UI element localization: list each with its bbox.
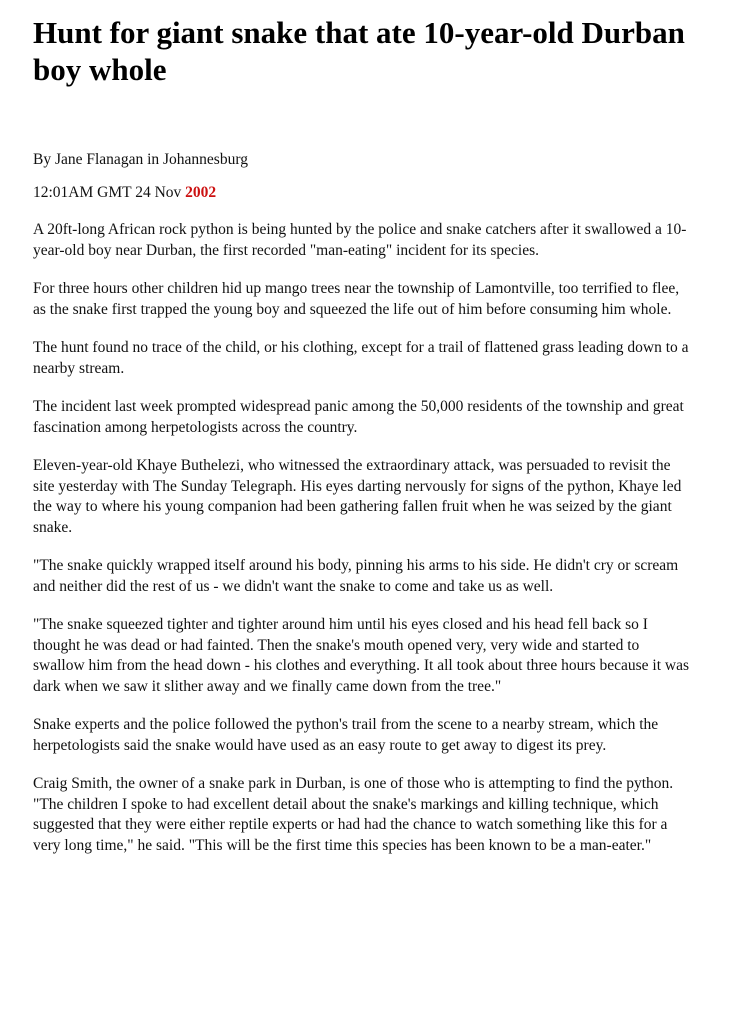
paragraph-2: For three hours other children hid up mango trees near the township of Lamontville, too terrified to flee, as the snake first trapped the young boy and squeezed the life out of him before consuming him whole. xyxy=(33,280,680,318)
paragraph-4: The incident last week prompted widespread panic among the 50,000 residents of the township and great fascination among herpetologists across the country. xyxy=(33,398,684,436)
paragraph-6: "The snake quickly wrapped itself around his body, pinning his arms to his side. He didn't cry or scream and neither did the rest of us - we didn't want the snake to come and take us as well. xyxy=(33,557,679,595)
paragraph-7: "The snake squeezed tighter and tighter around him until his eyes closed and his head fell back so I thought he was dead or had fainted. Then the snake's mouth opened very, very wide and started to swallow him from the head down - his clothes and everything. It all took about three hours because it was dark when we saw it slither away and we finally came down from the tree." xyxy=(33,616,690,695)
paragraph-3: The hunt found no trace of the child, or his clothing, except for a trail of flattened grass leading down to a nearby stream. xyxy=(33,339,689,377)
dateline xyxy=(33,183,723,203)
paragraph-1: A 20ft-long African rock python is being hunted by the police and snake catchers after it swallowed a 10-year-old boy near Durban, the first recorded "man-eating" incident for its species. xyxy=(33,221,687,259)
paragraph-5: Eleven-year-old Khaye Buthelezi, who witnessed the extraordinary attack, was persuaded to revisit the site yesterday with The Sunday Telegraph. His eyes darting nervously for signs of the python, Khaye led the way to where his young companion had been gathering fallen fruit when he was seized by the giant snake. xyxy=(33,457,682,536)
headline: Hunt for giant snake that ate 10-year-old Durban boy whole xyxy=(33,15,685,87)
paragraph-8: Snake experts and the police followed the python's trail from the scene to a nearby stream, which the herpetologists said the snake would have used as an easy route to get away to digest its prey. xyxy=(33,716,659,754)
paragraph-9: Craig Smith, the owner of a snake park in Durban, is one of those who is attempting to find the python. "The children I spoke to had excellent detail about the snake's markings and killing technique, which suggested that they were either reptile experts or had had the chance to watch something like this for a very long time," he said. "This will be the first time this species has been known to be a man-eater." xyxy=(33,775,674,854)
byline: By Jane Flanagan in Johannesburg xyxy=(33,151,248,168)
date-time: 12:01AM GMT 24 Nov xyxy=(33,184,186,201)
date-year: 2002 xyxy=(185,184,217,201)
